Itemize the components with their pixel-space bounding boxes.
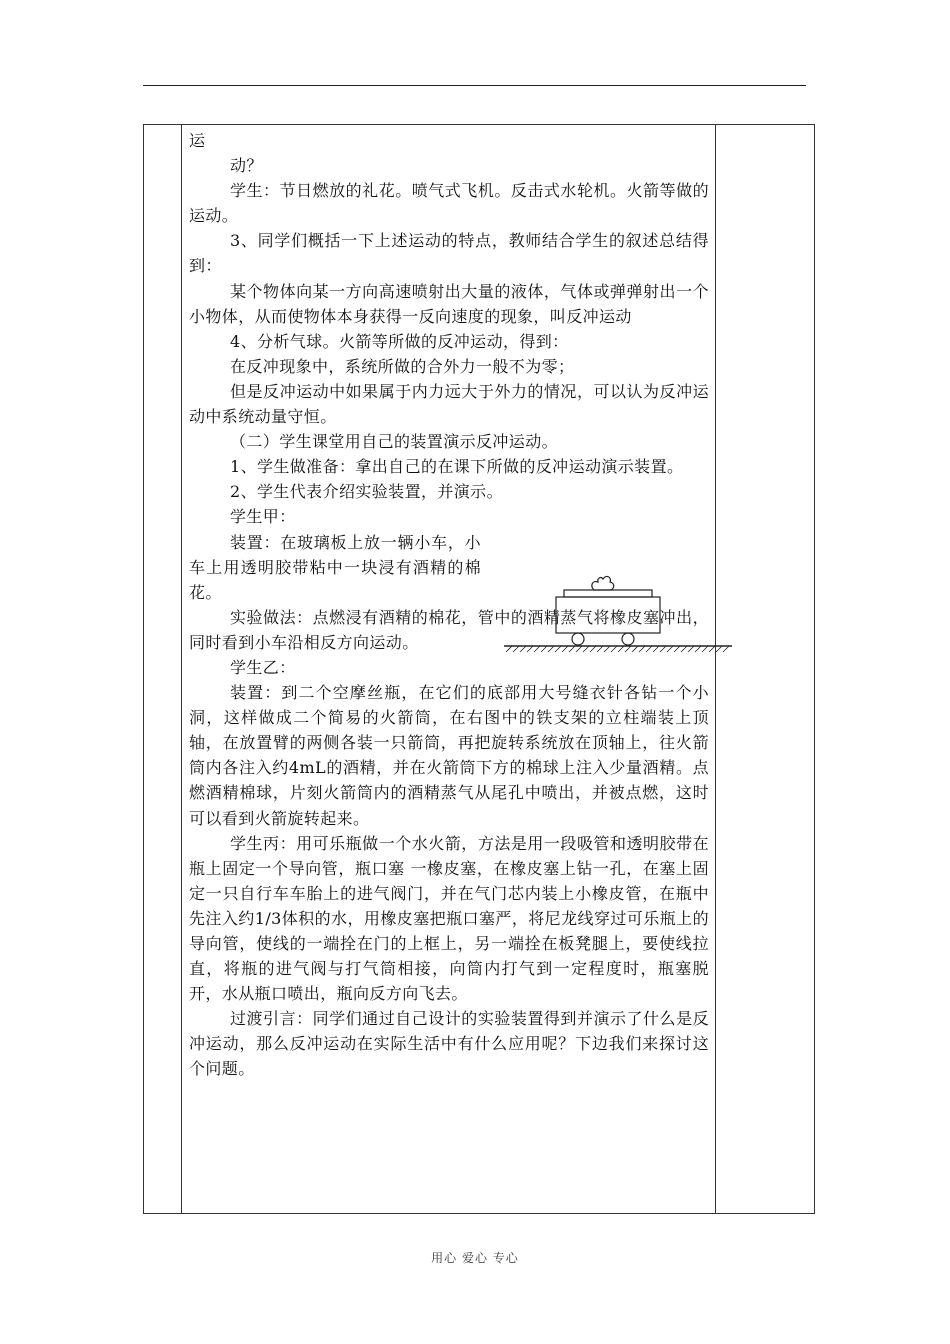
paragraph: 运 bbox=[189, 131, 206, 150]
cart-body bbox=[556, 597, 660, 633]
paragraph: 过渡引言：同学们通过自己设计的实验装置得到并演示了什么是反冲运动，那么反冲运动在实际生活中有什么应用呢？下边我们来探讨这个问题。 bbox=[189, 1009, 709, 1079]
paragraph: 学生甲： bbox=[230, 507, 296, 527]
paragraph: 学生丙：用可乐瓶做一个水火箭，方法是用一段吸管和透明胶带在瓶上固定一个导向管，瓶口塞 一橡皮塞，在橡皮塞上钻一孔，在塞上固定一只自行车车胎上的进气阀门，并在气门芯内装上小橡皮管，在瓶中先注入约1/3体积的水，用橡皮塞把瓶口塞严，将尼龙线穿过可乐瓶上的导向管，使线的一端拴在门的上框上，另一端拴在板凳腿上，要使线拉直，将瓶的进气阀与打气筒相接，向筒内打气到一定程度时，瓶塞脱开，水从瓶口喷出，瓶向反方向飞去。 bbox=[189, 833, 709, 1004]
column-divider-right bbox=[715, 125, 716, 1213]
column-divider-left bbox=[181, 125, 182, 1213]
paragraph: 学生乙： bbox=[230, 657, 296, 677]
cart-top bbox=[564, 590, 652, 597]
paragraph: 2、学生代表介绍实验装置，并演示。 bbox=[230, 482, 503, 502]
paragraph: 3、同学们概括一下上述运动的特点，教师结合学生的叙述总结得到： bbox=[189, 231, 709, 276]
header-rule bbox=[143, 85, 806, 86]
paragraph: 动？ bbox=[230, 156, 263, 176]
paragraph: 学生：节日燃放的礼花。喷气式飞机。反击式水轮机。火箭等做的运动。 bbox=[189, 181, 709, 226]
paragraph: 4、分析气球。火箭等所做的反冲运动，得到： bbox=[230, 331, 569, 351]
paragraph: 1、学生做准备：拿出自己的在课下所做的反冲运动演示装置。 bbox=[230, 457, 684, 477]
paragraph: 某个物体向某一方向高速喷射出大量的液体，气体或弹弹射出一个小物体，从而使物体本身获得一反向速度的现象，叫反冲运动 bbox=[189, 281, 709, 326]
ground-hatching bbox=[506, 646, 729, 652]
page-footer: 用心 爱心 专心 bbox=[431, 1251, 519, 1265]
paragraph: 在反冲现象中，系统所做的合外力一般不为零； bbox=[230, 356, 575, 376]
paragraph: 但是反冲运动中如果属于内力远大于外力的情况，可以认为反冲运动中系统动量守恒。 bbox=[189, 381, 709, 427]
flame-icon bbox=[592, 576, 614, 590]
cart-on-glass-figure bbox=[502, 568, 734, 660]
wheel bbox=[622, 633, 634, 645]
wheel bbox=[572, 633, 584, 645]
paragraph: （二）学生课堂用自己的装置演示反冲运动。 bbox=[230, 432, 559, 452]
paragraph: 实验做法：点燃浸有酒精的棉花，管中的酒精蒸气将橡皮塞冲出，同时看到小车沿相反方向运动。 bbox=[189, 607, 709, 652]
paragraph: 装置：到二个空摩丝瓶，在它们的底部用大号缝衣针各钻一个小洞，这样做成二个简易的火箭筒，在右图中的铁支架的立柱端装上顶轴，在放置臂的两侧各装一只箭筒，再把旋转系统放在顶轴上，往火箭筒内各注入约4mL的酒精，并在火箭筒下方的棉球上注入少量酒精。点燃酒精棉球，片刻火箭筒内的酒精蒸气从尾孔中喷出，并被点燃，这时可以看到火箭旋转起来。 bbox=[189, 683, 709, 828]
paragraph: 装置：在玻璃板上放一辆小车，小车上用透明胶带粘中一块浸有酒精的棉花。 bbox=[189, 532, 481, 602]
